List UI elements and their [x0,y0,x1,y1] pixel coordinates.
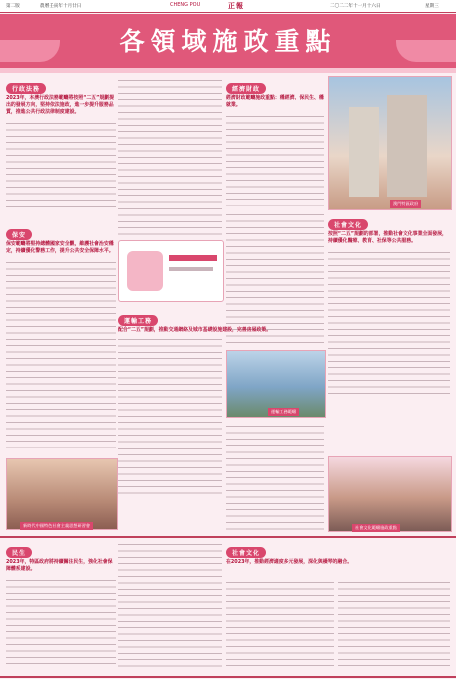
livelihood-section [6,540,116,670]
page-number: 第二版 [6,4,20,9]
masthead: 正報 [228,2,244,10]
photo-caption: 新時代中國特色社會主義思想研習會 [20,522,93,530]
lunar-date: 農曆壬寅年十月廿日 [40,4,82,9]
body-text-lines [6,258,116,448]
section-heading: 社會文化 [226,547,266,558]
section-lead: 2023年，特區政府將持續關注民生，強化社會保障體系建設。 [6,559,113,572]
photo-caption: 社會文化範疇施政重點 [352,524,400,532]
admin-photo [6,458,118,530]
body-text-lines [6,119,116,209]
bottom-col2-text [118,540,222,670]
masthead-latin: CHENG POU [170,2,201,8]
security-section [6,222,116,452]
section-heading: 行政法務 [6,83,46,94]
transport-text [118,335,222,495]
section-heading: 保安 [6,229,32,240]
app-icon [127,251,163,291]
promo-bar [169,267,213,271]
section-heading: 社會文化 [328,219,368,230]
body-text-lines [6,576,116,666]
bottom-col4-text [338,578,450,670]
photo-caption: 澳門特區政府 [390,200,421,208]
bottom-col3-text [226,578,334,670]
column-three-lower-text [226,422,324,532]
section-lead: 按照“二五”規劃的部署，推動社會文化事業全面發展，持續優化醫療、教育、社保等公共服務。 [328,231,447,244]
section-lead: 經濟財政範疇施政重點：穩經濟、保民生、穩就業。 [226,95,324,108]
banner-stripe [0,68,456,73]
column-two-text [118,76,222,236]
section-lead: 配合“二五”規劃，推動交通網絡及城市基礎設施建設，完善房屋政策。 [118,327,272,333]
page-title: 各領域施政重點 [119,27,337,56]
building-shape [387,95,427,197]
weekday: 星期三 [425,4,439,9]
bottom-rule [0,676,456,678]
section-divider [0,536,456,538]
cultural-section [226,540,450,580]
promo-box [118,240,224,302]
social-photo [328,76,452,210]
photo-caption: 運輸工務範疇 [268,408,299,416]
group-photo [328,456,452,532]
section-lead: 2023年，本澳行政法務範疇將按照“二五”規劃提出的發展方向，堅持依法施政，進一步提升服務品質，推進公共行政法律制度建設。 [6,95,115,115]
section-heading: 經濟財政 [226,83,266,94]
promo-bar [169,255,217,261]
building-shape [349,107,379,197]
body-text-lines [226,112,324,206]
section-lead: 保安範疇將堅持總體國家安全觀，維護社會治安穩定，持續優化警務工作，提升公共安全保障水平。 [6,241,114,254]
economy-section [226,76,324,206]
section-heading: 民生 [6,547,32,558]
gregorian-date: 二〇二二年十一月十六日 [330,4,381,9]
section-heading: 運輸工務 [118,315,158,326]
section-lead: 在2023年，推動經濟適度多元發展，深化與橫琴的融合。 [226,559,353,565]
admin-section [6,76,116,216]
page-header [0,0,456,13]
social-section [328,212,450,452]
body-text-lines [328,248,450,398]
